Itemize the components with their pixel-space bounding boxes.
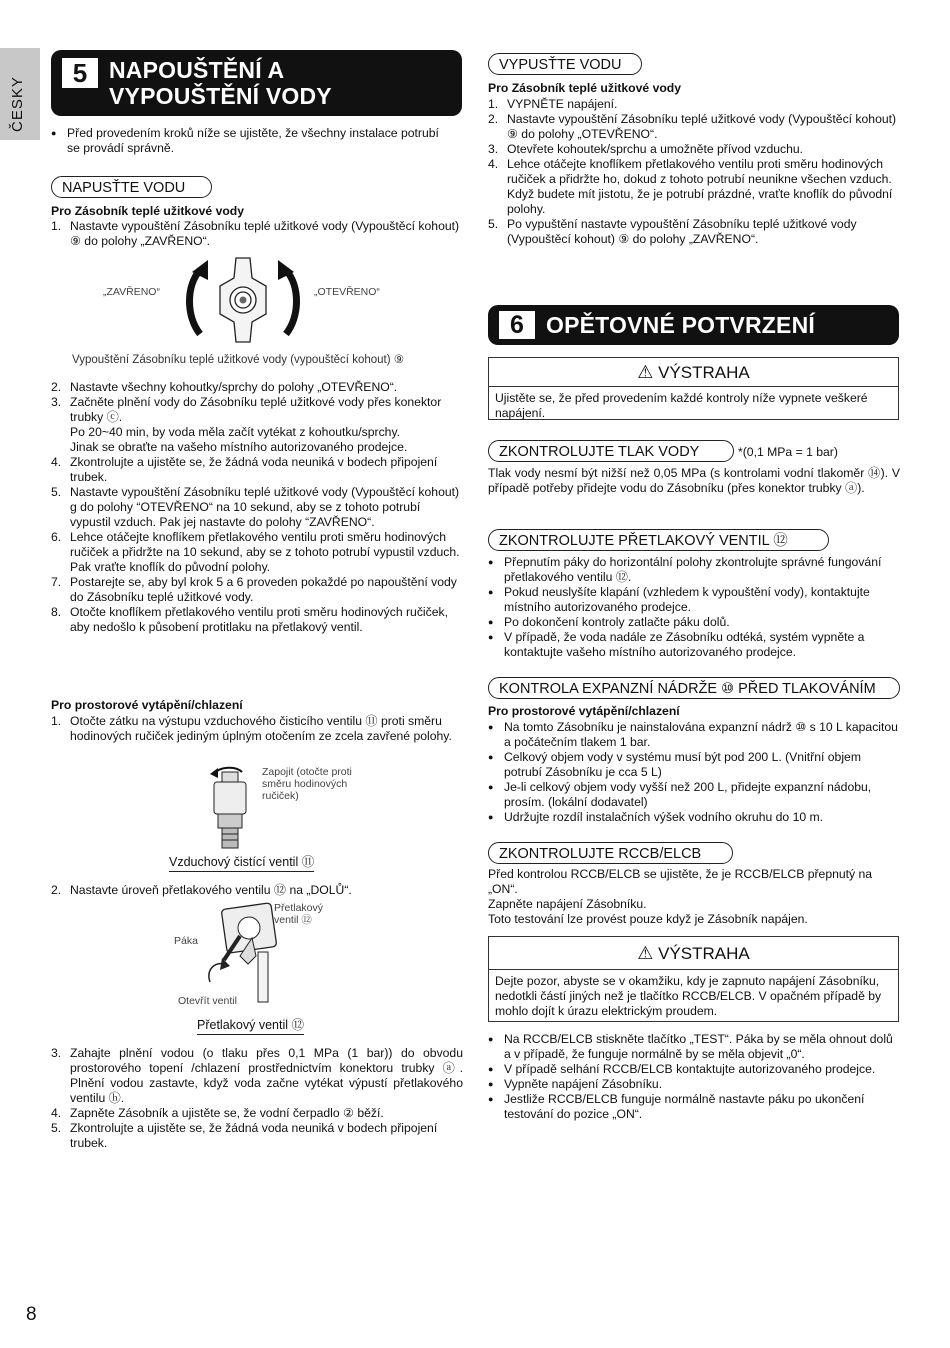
air-vent-label: Zapojit (otočte proti směru hodinových ručiček) (262, 766, 352, 802)
relief-item: ● Po dokončení kontroly zatlačte páku dolů. (488, 615, 900, 630)
fill-subhead: Pro Zásobník teplé užitkové vody (51, 204, 245, 218)
heating-step: 3. Zahajte plnění vodou (o tlaku přes 0,1 MPa (1 bar)) do obvodu prostorového topení /chlazení prostřednictvím konektoru trubky ⓐ. Plnění vodou zastavte, když voda začne vytékat výpustí přetlakového ventilu ⓗ. (51, 1046, 463, 1105)
expansion-subhead: Pro prostorové vytápění/chlazení (488, 704, 680, 718)
expansion-item: ● Celkový objem vody v systému musí být pod 200 L. (Vnitřní objem potrubí Zásobníku je cca 5 L) (488, 750, 900, 780)
relief-items-list (488, 555, 900, 660)
section5-title-line2: VYPOUŠTĚNÍ VODY (109, 83, 332, 109)
fill-step1-list (51, 219, 461, 249)
heating-step: 4. Zapněte Zásobník a ujistěte se, že vodní čerpadlo ② běží. (51, 1106, 384, 1120)
section6-header (488, 305, 899, 345)
fill-step: 8. Otočte knoflíkem přetlakového ventilu proti směru hodinových ručiček, aby nedošlo k působení protitlaku na přetlakový ventil. (51, 605, 448, 634)
warning-box-1 (488, 357, 899, 420)
rccb-text-2: Zapněte napájení Zásobníku. (488, 897, 647, 911)
warning-title-1: VÝSTRAHA (658, 363, 750, 382)
section6-title: OPĚTOVNÉ POTVRZENÍ (546, 312, 815, 338)
heating-step2-list (51, 883, 456, 898)
section6-number: 6 (499, 311, 535, 339)
rccb-text-1: Před kontrolou RCCB/ELCB se ujistěte, že je RCCB/ELCB přepnutý na „ON“. (488, 867, 873, 896)
language-tab-label: ČESKY (9, 76, 26, 132)
warning-title-2: VÝSTRAHA (658, 944, 750, 963)
rccb-item: ● Vypněte napájení Zásobníku. (488, 1077, 900, 1092)
check-relief-pill: ZKONTROLUJTE PŘETLAKOVÝ VENTIL ⑫ (488, 529, 829, 551)
heating-step: 5. Zkontrolujte a ujistěte se, že žádná voda neuniká v bodech připojení trubek. (51, 1121, 438, 1150)
drain-step: 5. Po vypuštění nastavte vypouštění Zásobníku teplé užitkové vody (Vypouštěcí kohout) ⑨ do polohy „ZAVŘENO“. (488, 217, 857, 246)
section5-header (51, 50, 462, 116)
warning-triangle-icon: ⚠ (637, 943, 654, 963)
rccb-item: ● V případě selhání RCCB/ELCB kontaktujte autorizovaného prodejce. (488, 1062, 900, 1077)
valve-closed-label: „ZAVŘENO“ (103, 286, 160, 298)
fill-step: 3. Začněte plnění vody do Zásobníku teplé užitkové vody přes konektor trubky ⓒ. Po 20~40 min, by voda měla začít vytékat z kohoutku/sprchy. Jinak se obraťte na vašeho místního autorizovaného prodejce. (51, 395, 442, 454)
valve-caption: Vypouštění Zásobníku teplé užitkové vody (vypouštěcí kohout) ⑨ (72, 354, 405, 366)
section5-number: 5 (62, 58, 98, 88)
language-tab (0, 48, 40, 140)
warning-header-1 (489, 358, 898, 387)
expansion-items-list (488, 720, 900, 825)
fill-water-pill: NAPUSŤTE VODU (51, 176, 212, 198)
valve-open-label: „OTEVŘENO“ (314, 286, 380, 298)
rccb-items-list (488, 1032, 900, 1122)
section5-intro: ● Před provedením kroků níže se ujistěte, že všechny instalace potrubí se provádí správně. (51, 126, 451, 156)
drain-water-pill: VYPUSŤTE VODU (488, 53, 642, 75)
rccb-text-3: Toto testování lze provést pouze když je Zásobník napájen. (488, 912, 808, 926)
drain-step: 1. VYPNĚTE napájení. (488, 97, 618, 111)
pressure-text: Tlak vody nesmí být nižší než 0,05 MPa (s kontrolami vodní tlakoměr ⑭). V případě potřeby přidejte vodu do Zásobníku (přes konektor trubky ⓐ). (488, 466, 900, 495)
warning-header-2 (489, 937, 898, 970)
warning-text-1: Ujistěte se, že před provedením každé kontroly níže vypnete veškeré napájení. (495, 391, 868, 420)
fill-step: 7. Postarejte se, aby byl krok 5 a 6 proveden pokaždé po napouštění vody do Zásobníku teplé užitkové vody. (51, 575, 457, 604)
warning-box-2 (488, 936, 899, 1022)
heating-step1: 1. Otočte zátku na výstupu vzduchového čisticího ventilu ⑪ proti směru hodinových ručiček jediným úplným otočením ze zcela zavřené polohy. (51, 714, 452, 743)
fill-steps-list (51, 380, 464, 635)
warning-triangle-icon: ⚠ (637, 362, 654, 382)
fill-step: 6. Lehce otáčejte knoflíkem přetlakového ventilu proti směru hodinových ručiček a přidržte na 10 sekund, aby se z tohoto potrubí vypustil vzduch. Pak vraťte knoflík do původní polohy. (51, 530, 460, 574)
expansion-tank-pill: KONTROLA EXPANZNÍ NÁDRŽE ⑩ PŘED TLAKOVÁNÍM (488, 677, 900, 699)
drain-step: 3. Otevřete kohoutek/sprchu a umožněte přívod vzduchu. (488, 142, 804, 156)
heating-step1-list (51, 714, 456, 744)
relief-item: ● Přepnutím páky do horizontální polohy zkontrolujte správné fungování přetlakového ventilu ⑫. (488, 555, 900, 585)
fill-step1: 1. Nastavte vypouštění Zásobníku teplé užitkové vody (Vypouštěcí kohout) ⑨ do polohy „ZAVŘENO“. (51, 219, 460, 248)
check-rccb-pill: ZKONTROLUJTE RCCB/ELCB (488, 842, 733, 864)
air-vent-figure (200, 764, 260, 854)
drain-step: 2. Nastavte vypouštění Zásobníku teplé užitkové vody (Vypouštěcí kohout) ⑨ do polohy „OTEVŘENO“. (488, 112, 897, 141)
open-valve-label: Otevřít ventil (178, 995, 237, 1007)
relief-item: ● V případě, že voda nadále ze Zásobníku odtéká, systém vypněte a kontaktujte vašeho místního autorizovaného prodejce. (488, 630, 900, 660)
rotate-right-arrow (286, 270, 297, 334)
expansion-item: ● Na tomto Zásobníku je nainstalována expanzní nádrž ⑩ s 10 L kapacitou a počátečním tlakem 1 bar. (488, 720, 900, 750)
heating-steps-list (51, 1046, 463, 1151)
check-pressure-pill: ZKONTROLUJTE TLAK VODY (488, 440, 734, 462)
lever-label: Páka (174, 935, 198, 947)
section5-title-line1: NAPOUŠTĚNÍ A (109, 57, 285, 83)
relief-valve-label: Přetlakový ventil ⑫ (274, 902, 324, 926)
expansion-item: ● Je-li celkový objem vody vyšší než 200 L, přidejte expanzní nádobu, prosím. (lokální dodavatel) (488, 780, 900, 810)
relief-item: ● Pokud neuslyšíte klapání (vzhledem k vypouštění vody), kontaktujte místního autorizovaného prodejce. (488, 585, 900, 615)
fill-step: 2. Nastavte všechny kohoutky/sprchy do polohy „OTEVŘENO“. (51, 380, 398, 394)
air-vent-caption: Vzduchový čistící ventil ⑪ (169, 855, 314, 872)
fill-step: 4. Zkontrolujte a ujistěte se, že žádná voda neuniká v bodech připojení trubek. (51, 455, 438, 484)
pressure-note: *(0,1 MPa = 1 bar) (738, 445, 838, 459)
drain-steps-list (488, 97, 900, 247)
relief-valve-caption: Přetlakový ventil ⑫ (197, 1018, 304, 1035)
heating-subhead: Pro prostorové vytápění/chlazení (51, 698, 243, 712)
drain-step: 4. Lehce otáčejte knoflíkem přetlakového ventilu proti směru hodinových ručiček a přidržte ho, dokud z tohoto potrubí neunikne všechen vzduch. Když budete mít jistotu, že je potrubí prázdné, vraťte knoflík do původní polohy. (488, 157, 893, 216)
rccb-item: ● Na RCCB/ELCB stiskněte tlačítko „TEST“. Páka by se měla ohnout dolů a v případě, že funguje normálně by se měla objevit „0“. (488, 1032, 900, 1062)
drain-subhead: Pro Zásobník teplé užitkové vody (488, 81, 682, 95)
page-number: 8 (26, 1304, 37, 1325)
drain-valve-figure (178, 256, 308, 344)
section5-intro-list (51, 126, 451, 156)
rotate-left-arrow (190, 270, 201, 334)
rccb-item: ● Jestliže RCCB/ELCB funguje normálně nastavte páku po ukončení testování do pozice „ON“. (488, 1092, 900, 1122)
fill-step: 5. Nastavte vypouštění Zásobníku teplé užitkové vody (Vypouštěcí kohout) g do polohy “OTEVŘENO“ na 10 sekund, aby se z tohoto potrubí vypustil vzduch. Pak jej nastavte do polohy “ZAVŘENO“. (51, 485, 460, 529)
warning-text-2: Dejte pozor, abyste se v okamžiku, kdy je zapnuto napájení Zásobníku, nedotkli částí jiných než je tlačítko RCCB/ELCB. V opačném případě by mohlo dojít k úrazu elektrickým proudem. (495, 974, 882, 1018)
expansion-item: ● Udržujte rozdíl instalačních výšek vodního okruhu do 10 m. (488, 810, 900, 825)
heating-step2: 2. Nastavte úroveň přetlakového ventilu ⑫ na „DOLŮ“. (51, 883, 352, 897)
